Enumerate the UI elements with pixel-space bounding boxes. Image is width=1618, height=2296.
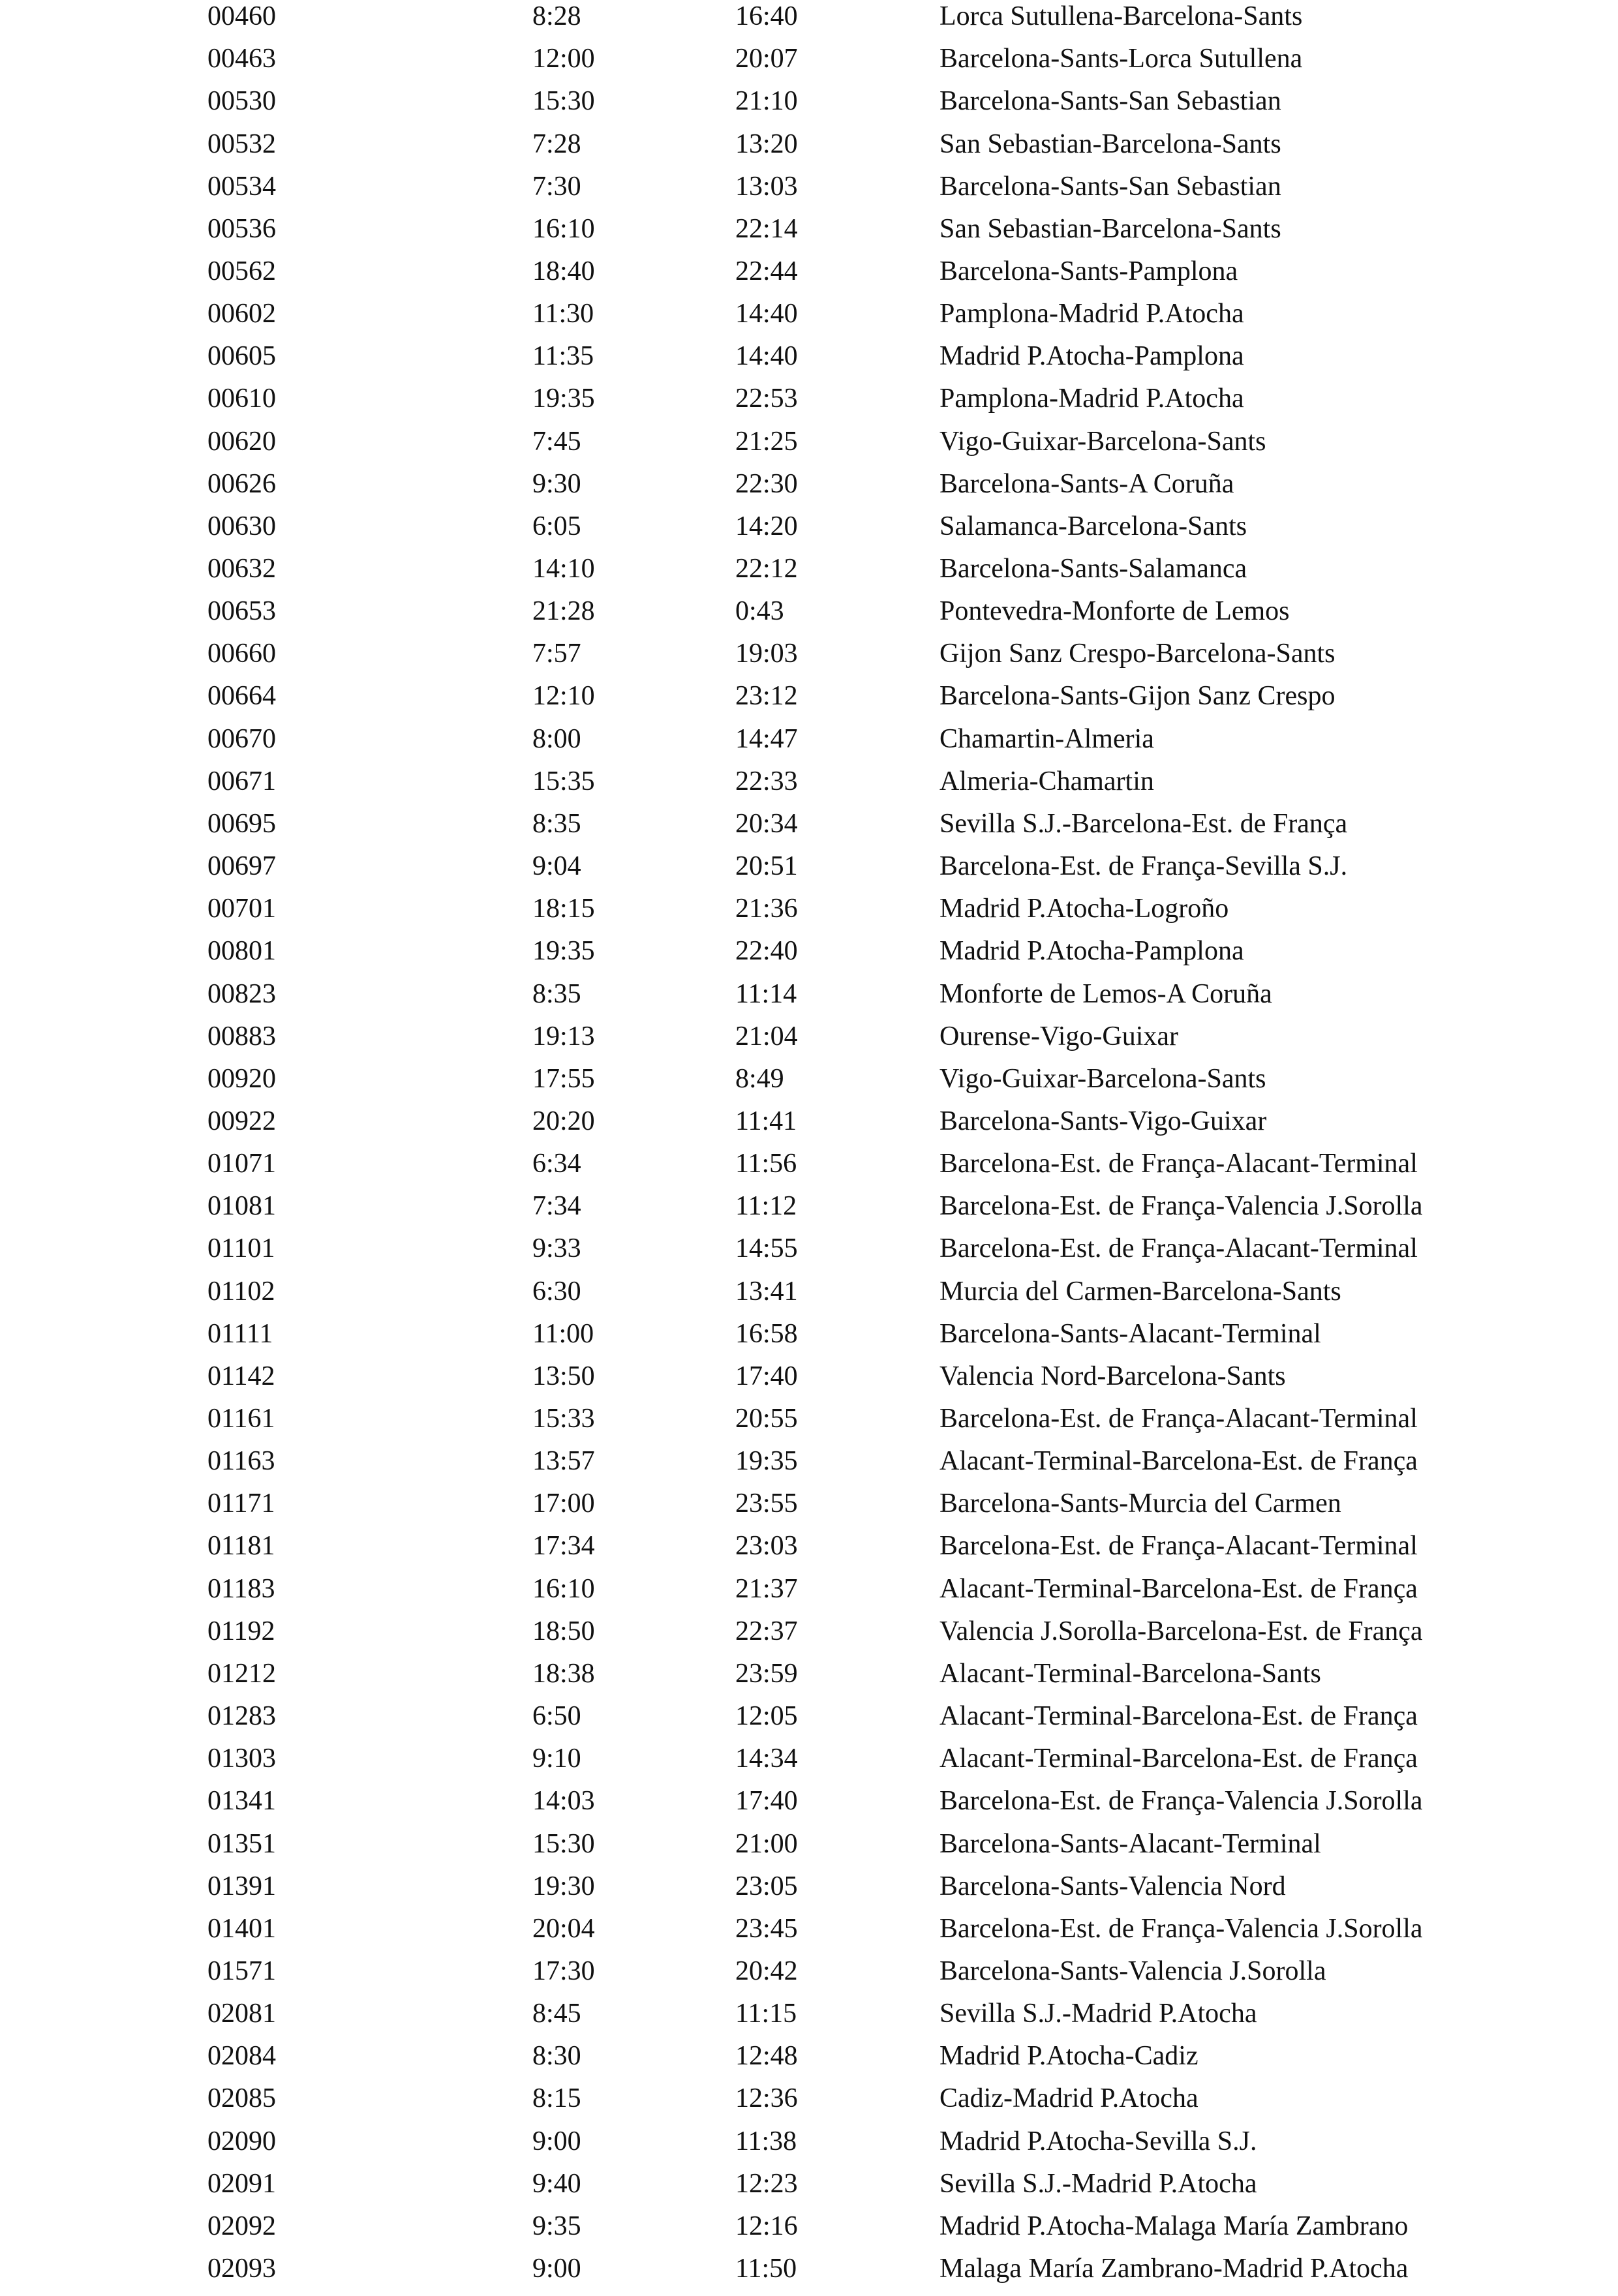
route: Vigo-Guixar-Barcelona-Sants	[939, 1063, 1266, 1094]
train-number: 00463	[207, 44, 276, 74]
route: San Sebastian-Barcelona-Sants	[939, 213, 1281, 244]
arrival-time: 20:07	[735, 44, 798, 74]
table-row	[0, 554, 1618, 596]
departure-time: 8:35	[532, 808, 581, 839]
route: Valencia Nord-Barcelona-Sants	[939, 1361, 1286, 1391]
arrival-time: 14:20	[735, 511, 798, 541]
route: Pamplona-Madrid P.Atocha	[939, 384, 1244, 414]
route: Madrid P.Atocha-Malaga María Zambrano	[939, 2211, 1409, 2241]
train-number: 01071	[207, 1149, 276, 1179]
route: Valencia J.Sorolla-Barcelona-Est. de França	[939, 1616, 1423, 1646]
train-number: 00605	[207, 341, 276, 372]
departure-time: 14:10	[532, 554, 595, 584]
departure-time: 19:30	[532, 1871, 595, 1901]
train-number: 00920	[207, 1063, 276, 1094]
train-number: 01283	[207, 1701, 276, 1731]
arrival-time: 17:40	[735, 1361, 798, 1391]
departure-time: 18:15	[532, 894, 595, 924]
departure-time: 15:30	[532, 86, 595, 117]
arrival-time: 22:30	[735, 468, 798, 499]
train-number: 00620	[207, 426, 276, 457]
train-number: 00922	[207, 1106, 276, 1136]
departure-time: 7:34	[532, 1191, 581, 1222]
arrival-time: 12:16	[735, 2211, 798, 2241]
route: Salamanca-Barcelona-Sants	[939, 511, 1247, 541]
train-number: 01303	[207, 1744, 276, 1774]
route: Chamartin-Almeria	[939, 723, 1154, 754]
train-number: 00660	[207, 639, 276, 669]
train-number: 01171	[207, 1488, 275, 1519]
table-row	[0, 1829, 1618, 1871]
arrival-time: 23:55	[735, 1488, 798, 1519]
train-number: 01212	[207, 1658, 276, 1689]
arrival-time: 14:40	[735, 341, 798, 372]
train-number: 02093	[207, 2254, 276, 2284]
train-number: 00883	[207, 1021, 276, 1051]
route: Alacant-Terminal-Barcelona-Est. de França	[939, 1744, 1418, 1774]
route: Malaga María Zambrano-Madrid P.Atocha	[939, 2254, 1409, 2284]
table-row	[0, 44, 1618, 86]
train-number: 01102	[207, 1276, 275, 1307]
train-number: 00801	[207, 936, 276, 967]
route: Barcelona-Sants-Gijon Sanz Crespo	[939, 681, 1336, 712]
route: Lorca Sutullena-Barcelona-Sants	[939, 1, 1303, 31]
arrival-time: 22:33	[735, 766, 798, 796]
route: Barcelona-Sants-Alacant-Terminal	[939, 1828, 1321, 1859]
train-number: 02090	[207, 2126, 276, 2156]
train-number: 02081	[207, 1999, 276, 2029]
train-number: 01081	[207, 1191, 276, 1222]
arrival-time: 0:43	[735, 596, 784, 627]
train-number: 00534	[207, 171, 276, 202]
table-row	[0, 2083, 1618, 2126]
arrival-time: 11:38	[735, 2126, 797, 2156]
departure-time: 13:57	[532, 1446, 595, 1477]
route: Barcelona-Sants-San Sebastian	[939, 171, 1281, 202]
table-row	[0, 256, 1618, 299]
route: Barcelona-Sants-Alacant-Terminal	[939, 1318, 1321, 1349]
table-row	[0, 1064, 1618, 1106]
table-row	[0, 894, 1618, 936]
route: Barcelona-Est. de França-Alacant-Terminal	[939, 1404, 1418, 1434]
arrival-time: 11:12	[735, 1191, 797, 1222]
arrival-time: 16:40	[735, 1, 798, 31]
table-row	[0, 1191, 1618, 1233]
arrival-time: 11:56	[735, 1149, 797, 1179]
table-row	[0, 2211, 1618, 2254]
train-number: 01101	[207, 1233, 275, 1264]
train-number: 01351	[207, 1828, 276, 1859]
table-row	[0, 1021, 1618, 1064]
departure-time: 18:50	[532, 1616, 595, 1646]
table-row	[0, 1488, 1618, 1531]
departure-time: 16:10	[532, 213, 595, 244]
departure-time: 12:10	[532, 681, 595, 712]
departure-time: 15:33	[532, 1404, 595, 1434]
arrival-time: 23:59	[735, 1658, 798, 1689]
departure-time: 17:55	[532, 1063, 595, 1094]
route: Almeria-Chamartin	[939, 766, 1154, 796]
arrival-time: 23:03	[735, 1531, 798, 1562]
departure-time: 15:35	[532, 766, 595, 796]
arrival-time: 21:25	[735, 426, 798, 457]
arrival-time: 17:40	[735, 1786, 798, 1817]
arrival-time: 23:05	[735, 1871, 798, 1901]
arrival-time: 21:37	[735, 1573, 798, 1604]
arrival-time: 20:51	[735, 851, 798, 881]
table-row	[0, 172, 1618, 214]
departure-time: 18:38	[532, 1658, 595, 1689]
train-number: 00664	[207, 681, 276, 712]
train-number: 01163	[207, 1446, 275, 1477]
train-number: 01161	[207, 1404, 275, 1434]
train-number: 00610	[207, 384, 276, 414]
table-row	[0, 1531, 1618, 1573]
table-row	[0, 809, 1618, 851]
arrival-time: 12:36	[735, 2083, 798, 2114]
departure-time: 9:04	[532, 851, 581, 881]
table-row	[0, 384, 1618, 426]
arrival-time: 20:55	[735, 1404, 798, 1434]
departure-time: 11:30	[532, 299, 594, 329]
train-number: 01571	[207, 1956, 276, 1986]
table-row	[0, 1999, 1618, 2041]
arrival-time: 23:45	[735, 1913, 798, 1944]
arrival-time: 11:41	[735, 1106, 797, 1136]
departure-time: 19:13	[532, 1021, 595, 1051]
table-row	[0, 1659, 1618, 1701]
table-row	[0, 299, 1618, 341]
arrival-time: 16:58	[735, 1318, 798, 1349]
departure-time: 8:45	[532, 1999, 581, 2029]
table-row	[0, 936, 1618, 978]
departure-time: 12:00	[532, 44, 595, 74]
arrival-time: 8:49	[735, 1063, 784, 1094]
train-number: 01183	[207, 1573, 275, 1604]
table-row	[0, 511, 1618, 554]
train-number: 00460	[207, 1, 276, 31]
route: Madrid P.Atocha-Pamplona	[939, 341, 1244, 372]
arrival-time: 12:23	[735, 2168, 798, 2199]
route: Madrid P.Atocha-Cadiz	[939, 2041, 1198, 2072]
table-row	[0, 1744, 1618, 1786]
table-row	[0, 1446, 1618, 1488]
departure-time: 9:40	[532, 2168, 581, 2199]
train-number: 00670	[207, 723, 276, 754]
departure-time: 6:30	[532, 1276, 581, 1307]
departure-time: 9:30	[532, 468, 581, 499]
route: Barcelona-Sants-Pamplona	[939, 256, 1238, 286]
table-row	[0, 2041, 1618, 2083]
departure-time: 8:00	[532, 723, 581, 754]
departure-time: 9:10	[532, 1744, 581, 1774]
departure-time: 8:28	[532, 1, 581, 31]
table-row	[0, 341, 1618, 384]
departure-time: 7:57	[532, 639, 581, 669]
arrival-time: 21:10	[735, 86, 798, 117]
table-row	[0, 2126, 1618, 2169]
departure-time: 14:03	[532, 1786, 595, 1817]
arrival-time: 20:34	[735, 808, 798, 839]
departure-time: 8:35	[532, 978, 581, 1009]
train-number: 02084	[207, 2041, 276, 2072]
route: Barcelona-Sants-Valencia Nord	[939, 1871, 1286, 1901]
arrival-time: 11:15	[735, 1999, 797, 2029]
arrival-time: 19:03	[735, 639, 798, 669]
departure-time: 6:50	[532, 1701, 581, 1731]
table-row	[0, 851, 1618, 894]
table-row	[0, 2169, 1618, 2211]
route: Barcelona-Sants-Murcia del Carmen	[939, 1488, 1341, 1519]
route: Pamplona-Madrid P.Atocha	[939, 299, 1244, 329]
departure-time: 17:30	[532, 1956, 595, 1986]
train-number: 00630	[207, 511, 276, 541]
route: Madrid P.Atocha-Sevilla S.J.	[939, 2126, 1257, 2156]
route: Barcelona-Est. de França-Alacant-Terminal	[939, 1233, 1418, 1264]
train-number: 00695	[207, 808, 276, 839]
departure-time: 7:28	[532, 128, 581, 159]
train-number: 00562	[207, 256, 276, 286]
arrival-time: 14:34	[735, 1744, 798, 1774]
table-row	[0, 766, 1618, 809]
route: Pontevedra-Monforte de Lemos	[939, 596, 1290, 627]
departure-time: 21:28	[532, 596, 595, 627]
train-number: 00602	[207, 299, 276, 329]
train-number: 00530	[207, 86, 276, 117]
arrival-time: 21:36	[735, 894, 798, 924]
route: Barcelona-Est. de França-Sevilla S.J.	[939, 851, 1348, 881]
table-row	[0, 1871, 1618, 1914]
train-number: 00653	[207, 596, 276, 627]
train-number: 01391	[207, 1871, 276, 1901]
route: Alacant-Terminal-Barcelona-Est. de França	[939, 1446, 1418, 1477]
route: Barcelona-Est. de França-Alacant-Terminal	[939, 1531, 1418, 1562]
arrival-time: 11:50	[735, 2254, 797, 2284]
departure-time: 8:30	[532, 2041, 581, 2072]
table-row	[0, 979, 1618, 1021]
table-row	[0, 1956, 1618, 1999]
departure-time: 9:33	[532, 1233, 581, 1264]
arrival-time: 22:53	[735, 384, 798, 414]
departure-time: 7:30	[532, 171, 581, 202]
route: Ourense-Vigo-Guixar	[939, 1021, 1179, 1051]
table-row	[0, 639, 1618, 681]
departure-time: 20:04	[532, 1913, 595, 1944]
departure-time: 11:00	[532, 1318, 594, 1349]
departure-time: 19:35	[532, 936, 595, 967]
departure-time: 17:00	[532, 1488, 595, 1519]
route: Sevilla S.J.-Madrid P.Atocha	[939, 1999, 1257, 2029]
route: Barcelona-Sants-Vigo-Guixar	[939, 1106, 1267, 1136]
table-row	[0, 1616, 1618, 1659]
route: Alacant-Terminal-Barcelona-Est. de França	[939, 1701, 1418, 1731]
route: Gijon Sanz Crespo-Barcelona-Sants	[939, 639, 1336, 669]
departure-time: 19:35	[532, 384, 595, 414]
train-number: 00671	[207, 766, 276, 796]
train-number: 01111	[207, 1318, 273, 1349]
route: Sevilla S.J.-Madrid P.Atocha	[939, 2168, 1257, 2199]
table-row	[0, 1701, 1618, 1744]
table-row	[0, 1233, 1618, 1276]
route: Barcelona-Est. de França-Valencia J.Sorolla	[939, 1191, 1423, 1222]
train-number: 02085	[207, 2083, 276, 2114]
arrival-time: 14:55	[735, 1233, 798, 1264]
departure-time: 16:10	[532, 1573, 595, 1604]
train-number: 01341	[207, 1786, 276, 1817]
arrival-time: 21:04	[735, 1021, 798, 1051]
arrival-time: 14:40	[735, 299, 798, 329]
table-row	[0, 214, 1618, 256]
departure-time: 18:40	[532, 256, 595, 286]
train-number: 00701	[207, 894, 276, 924]
departure-time: 20:20	[532, 1106, 595, 1136]
table-row	[0, 596, 1618, 639]
route: Murcia del Carmen-Barcelona-Sants	[939, 1276, 1341, 1307]
route: Alacant-Terminal-Barcelona-Sants	[939, 1658, 1321, 1689]
arrival-time: 22:40	[735, 936, 798, 967]
departure-time: 6:34	[532, 1149, 581, 1179]
train-number: 00632	[207, 554, 276, 584]
arrival-time: 14:47	[735, 723, 798, 754]
departure-time: 9:35	[532, 2211, 581, 2241]
table-row	[0, 469, 1618, 511]
departure-time: 9:00	[532, 2254, 581, 2284]
route: Barcelona-Sants-Lorca Sutullena	[939, 44, 1303, 74]
route: Barcelona-Est. de França-Valencia J.Sorolla	[939, 1786, 1423, 1817]
train-number: 02091	[207, 2168, 276, 2199]
train-number: 01181	[207, 1531, 275, 1562]
departure-time: 7:45	[532, 426, 581, 457]
table-row	[0, 1914, 1618, 1956]
arrival-time: 22:14	[735, 213, 798, 244]
departure-time: 8:15	[532, 2083, 581, 2114]
table-row	[0, 1404, 1618, 1446]
table-row	[0, 1, 1618, 44]
route: Barcelona-Sants-San Sebastian	[939, 86, 1281, 117]
arrival-time: 13:41	[735, 1276, 798, 1307]
table-row	[0, 427, 1618, 469]
train-number: 00697	[207, 851, 276, 881]
train-number: 00823	[207, 978, 276, 1009]
arrival-time: 20:42	[735, 1956, 798, 1986]
departure-time: 11:35	[532, 341, 594, 372]
arrival-time: 12:48	[735, 2041, 798, 2072]
arrival-time: 13:03	[735, 171, 798, 202]
departure-time: 6:05	[532, 511, 581, 541]
route: Alacant-Terminal-Barcelona-Est. de França	[939, 1573, 1418, 1604]
route: Barcelona-Sants-Salamanca	[939, 554, 1247, 584]
table-row	[0, 1574, 1618, 1616]
arrival-time: 21:00	[735, 1828, 798, 1859]
route: Barcelona-Sants-Valencia J.Sorolla	[939, 1956, 1326, 1986]
train-number: 00532	[207, 128, 276, 159]
route: Madrid P.Atocha-Pamplona	[939, 936, 1244, 967]
train-number: 01142	[207, 1361, 275, 1391]
arrival-time: 22:12	[735, 554, 798, 584]
arrival-time: 22:37	[735, 1616, 798, 1646]
train-number: 02092	[207, 2211, 276, 2241]
table-row	[0, 1786, 1618, 1828]
route: Madrid P.Atocha-Logroño	[939, 894, 1229, 924]
route: Barcelona-Est. de França-Valencia J.Sorolla	[939, 1913, 1423, 1944]
route: Vigo-Guixar-Barcelona-Sants	[939, 426, 1266, 457]
arrival-time: 13:20	[735, 128, 798, 159]
train-number: 01401	[207, 1913, 276, 1944]
table-row	[0, 1276, 1618, 1319]
departure-time: 17:34	[532, 1531, 595, 1562]
route: Barcelona-Sants-A Coruña	[939, 468, 1234, 499]
train-number: 00626	[207, 468, 276, 499]
departure-time: 9:00	[532, 2126, 581, 2156]
arrival-time: 12:05	[735, 1701, 798, 1731]
train-number: 00536	[207, 213, 276, 244]
table-row	[0, 681, 1618, 723]
arrival-time: 11:14	[735, 978, 797, 1009]
table-row	[0, 1319, 1618, 1361]
table-row	[0, 724, 1618, 766]
route: Barcelona-Est. de França-Alacant-Terminal	[939, 1149, 1418, 1179]
train-number: 01192	[207, 1616, 275, 1646]
table-row	[0, 1149, 1618, 1191]
table-row	[0, 129, 1618, 172]
route: Cadiz-Madrid P.Atocha	[939, 2083, 1198, 2114]
table-row	[0, 2254, 1618, 2296]
arrival-time: 19:35	[735, 1446, 798, 1477]
departure-time: 13:50	[532, 1361, 595, 1391]
table-row	[0, 1361, 1618, 1404]
departure-time: 15:30	[532, 1828, 595, 1859]
route: San Sebastian-Barcelona-Sants	[939, 128, 1281, 159]
arrival-time: 22:44	[735, 256, 798, 286]
table-row	[0, 1106, 1618, 1149]
arrival-time: 23:12	[735, 681, 798, 712]
table-row	[0, 86, 1618, 128]
route: Monforte de Lemos-A Coruña	[939, 978, 1272, 1009]
route: Sevilla S.J.-Barcelona-Est. de França	[939, 808, 1348, 839]
